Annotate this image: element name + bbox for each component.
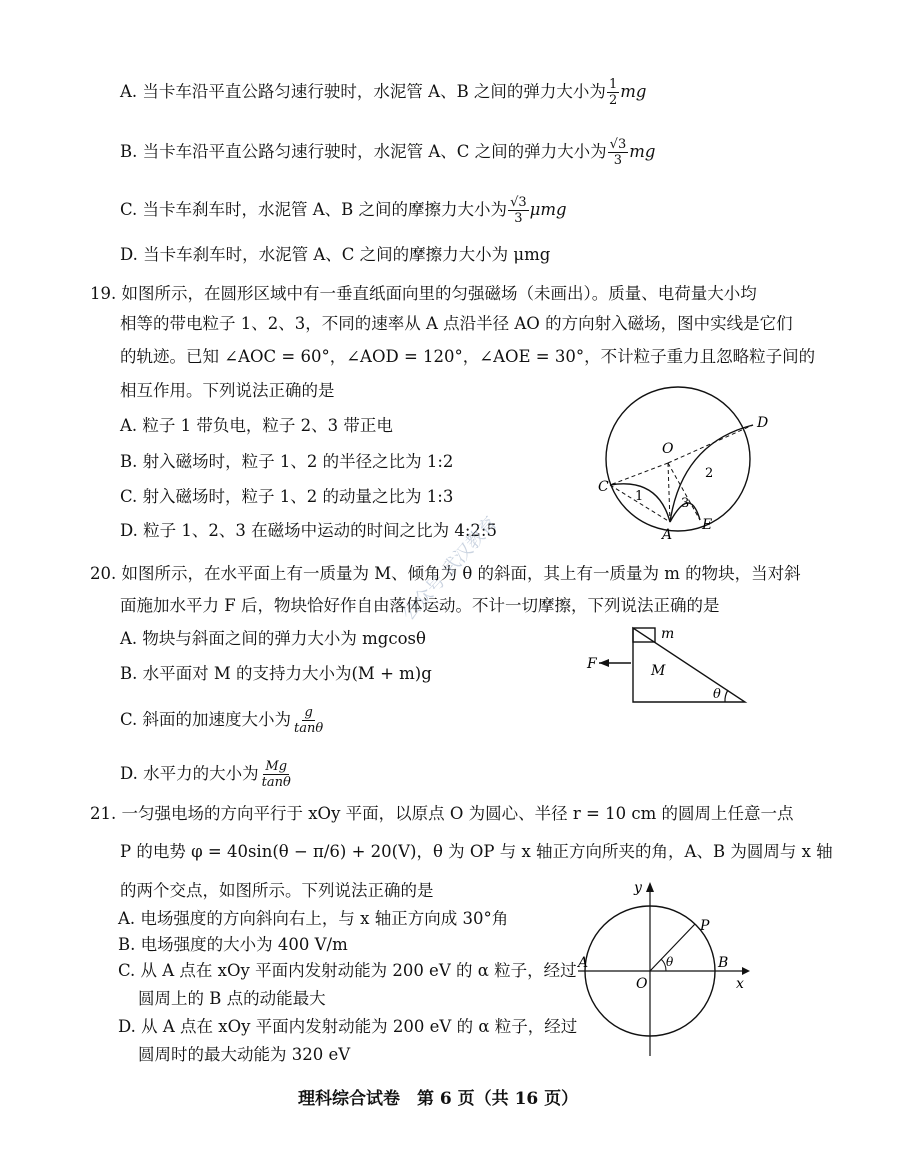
- q19-option-a: A. 粒子 1 带负电，粒子 2、3 带正电: [120, 416, 393, 435]
- label-O: O: [662, 441, 674, 457]
- label-O: O: [636, 976, 648, 992]
- q21-option-b: B. 电场强度的大小为 400 V/m: [118, 935, 348, 954]
- label-particle-1: 1: [635, 489, 644, 504]
- q21-option-d: D. 从 A 点在 xOy 平面内发射动能为 200 eV 的 α 粒子，经过: [118, 1017, 578, 1036]
- label-A: A: [578, 955, 589, 971]
- label-A: A: [662, 527, 673, 543]
- q18-option-a: A. 当卡车沿平直公路匀速行驶时，水泥管 A、B 之间的弹力大小为 $\frac{1}{2}$ mg: [120, 77, 647, 108]
- label-m: m: [661, 626, 675, 642]
- label-particle-3: 3: [681, 496, 690, 511]
- page-footer: 理科综合试卷 第 6 页（共 16 页）: [298, 1089, 579, 1109]
- label-particle-2: 2: [705, 466, 714, 481]
- label-theta: θ: [713, 687, 721, 702]
- q18-option-c: C. 当卡车刹车时，水泥管 A、B 之间的摩擦力大小为 $\frac{√3}{3}$ μmg: [120, 195, 567, 226]
- q21-option-c-cont: 圆周上的 B 点的动能最大: [138, 989, 326, 1008]
- q21-stem-line-2: P 的电势 φ = 40sin(θ − π/6) + 20(V)，θ 为 OP 与 x 轴正方向所夹的角，A、B 为圆周与 x 轴: [120, 842, 833, 861]
- q21-coordinate-circle-figure: [570, 878, 750, 1060]
- q21-option-a: A. 电场强度的方向斜向右上，与 x 轴正方向成 30°角: [118, 909, 509, 928]
- q20-option-d: D. 水平力的大小为 $\frac{Mg}{\tan\theta}$: [120, 759, 291, 790]
- label-E: E: [702, 517, 713, 533]
- q19-option-c: C. 射入磁场时，粒子 1、2 的动量之比为 1:3: [120, 487, 454, 506]
- q21-option-c: C. 从 A 点在 xOy 平面内发射动能为 200 eV 的 α 粒子，经过: [118, 961, 577, 980]
- label-x: x: [736, 976, 744, 992]
- q20-incline-figure: [585, 620, 755, 710]
- label-y: y: [634, 880, 642, 896]
- q19-stem-line-4: 相互作用。下列说法正确的是: [120, 381, 335, 400]
- q19-stem-line-2: 相等的带电粒子 1、2、3，不同的速率从 A 点沿半径 AO 的方向射入磁场，图中实线是它们: [120, 314, 793, 333]
- label-M: M: [651, 663, 666, 679]
- q20-stem-line-1: 20. 如图所示，在水平面上有一质量为 M、倾角为 θ 的斜面，其上有一质量为 m 的物块，当对斜: [90, 564, 801, 583]
- q19-stem-line-3: 的轨迹。已知 ∠AOC = 60°，∠AOD = 120°，∠AOE = 30°，不计粒子重力且忽略粒子间的: [120, 347, 816, 366]
- q20-stem-line-2: 面施加水平力 F 后，物块恰好作自由落体运动。不计一切摩擦，下列说法正确的是: [120, 596, 720, 615]
- q20-option-a: A. 物块与斜面之间的弹力大小为 mgcosθ: [120, 629, 426, 648]
- q21-stem-line-3: 的两个交点，如图所示。下列说法正确的是: [120, 881, 434, 900]
- q19-option-b: B. 射入磁场时，粒子 1、2 的半径之比为 1:2: [120, 452, 454, 471]
- q20-option-b: B. 水平面对 M 的支持力大小为(M + m)g: [120, 664, 432, 683]
- q18-option-d: D. 当卡车刹车时，水泥管 A、C 之间的摩擦力大小为 μmg: [120, 245, 551, 264]
- q18-option-b: B. 当卡车沿平直公路匀速行驶时，水泥管 A、C 之间的弹力大小为 $\frac{√3}{3}$ mg: [120, 137, 656, 168]
- label-F: F: [587, 656, 597, 672]
- watermark: 公众号 武汉教育: [397, 512, 502, 625]
- q21-stem-line-1: 21. 一匀强电场的方向平行于 xOy 平面，以原点 O 为圆心、半径 r = 10 cm 的圆周上任意一点: [90, 804, 794, 823]
- label-C: C: [598, 479, 609, 495]
- q20-option-c: C. 斜面的加速度大小为 $\frac{g}{\tan\theta}$: [120, 705, 324, 736]
- label-P: P: [700, 918, 710, 934]
- q19-stem-line-1: 19. 如图所示，在圆形区域中有一垂直纸面向里的匀强磁场（未画出）。质量、电荷量大小均: [90, 284, 757, 303]
- q21-option-d-cont: 圆周时的最大动能为 320 eV: [138, 1045, 351, 1064]
- label-B: B: [718, 955, 729, 971]
- label-theta: θ: [666, 955, 674, 969]
- q19-option-d: D. 粒子 1、2、3 在磁场中运动的时间之比为 4:2:5: [120, 521, 497, 540]
- q19-magnetic-field-figure: [590, 385, 780, 545]
- label-D: D: [757, 415, 769, 431]
